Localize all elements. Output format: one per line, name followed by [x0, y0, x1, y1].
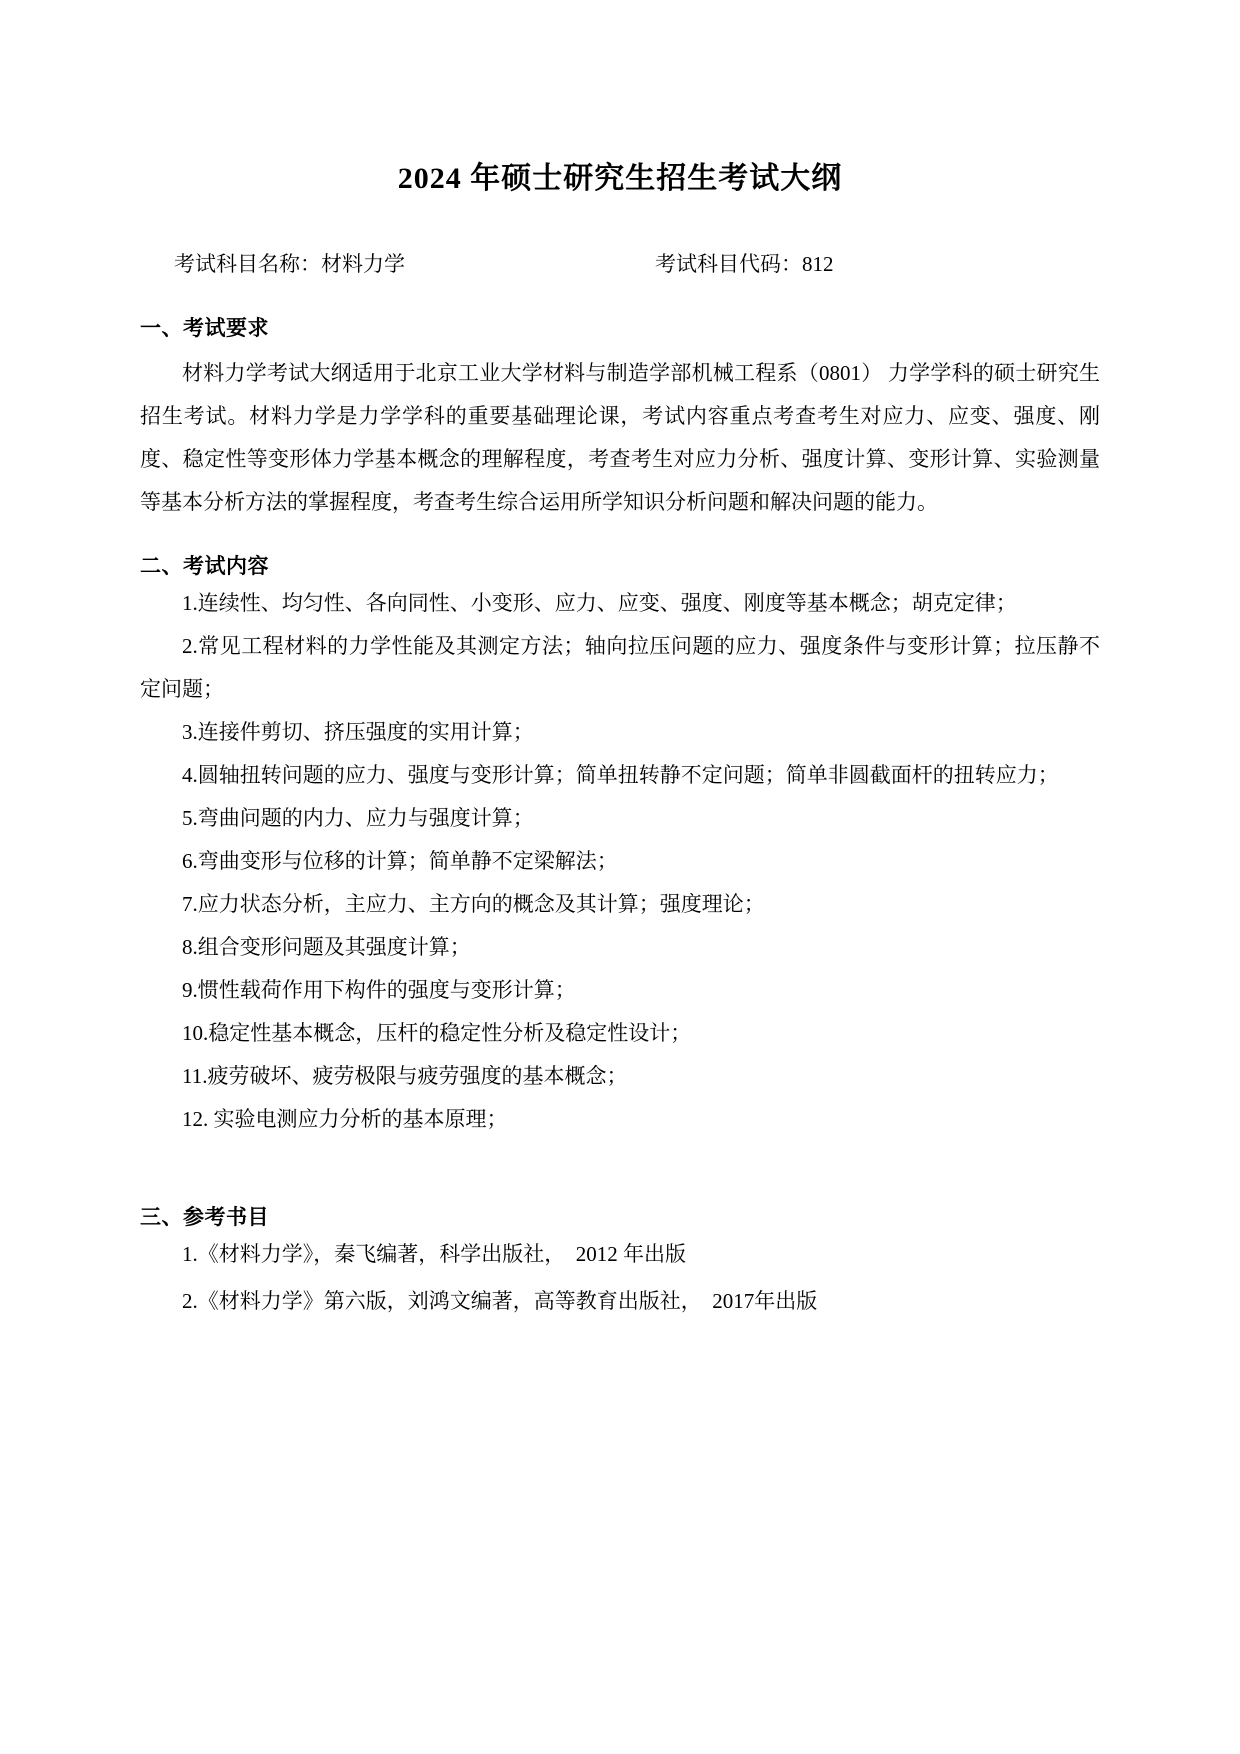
subject-name-label: 考试科目名称： [174, 252, 321, 276]
list-item: 2.常见工程材料的力学性能及其测定方法；轴向拉压问题的应力、强度条件与变形计算；拉压静不定问题； [140, 633, 1100, 701]
list-item: 12. 实验电测应力分析的基本原理； [182, 1107, 508, 1132]
list-item: 4.圆轴扭转问题的应力、强度与变形计算；简单扭转静不定问题；简单非圆截面杆的扭转应力； [182, 762, 1059, 787]
list-item: 10.稳定性基本概念，压杆的稳定性分析及稳定性设计； [182, 1021, 692, 1046]
list-item: 1.《材料力学》，秦飞编著，科学出版社， 2012 年出版 [182, 1242, 686, 1267]
reference-books-list [140, 1231, 1100, 1323]
section-heading-books: 三、参考书目 [140, 1205, 269, 1230]
list-item: 11.疲劳破坏、疲劳极限与疲劳强度的基本概念； [182, 1064, 628, 1089]
subject-name-value: 材料力学 [321, 252, 405, 276]
subject-code-value: 812 [802, 252, 834, 276]
list-item: 6.弯曲变形与位移的计算；简单静不定梁解法； [182, 849, 618, 874]
subject-code-field [655, 248, 834, 282]
list-item: 5.弯曲问题的内力、应力与强度计算； [182, 806, 534, 831]
requirements-paragraph: 材料力学考试大纲适用于北京工业大学材料与制造学部机械工程系（0801） 力学学科的硕士研究生招生考试。材料力学是力学学科的重要基础理论课，考试内容重点考查考生对应力、应变、强度、刚度、稳定性等变形体力学基本概念的理解程度，考查考生对应力分析、强度计算、变形计算、实验测量等基本分析方法的掌握程度，考查考生综合运用所学知识分析问题和解决问题的能力。 [140, 360, 1100, 514]
section-heading-requirements: 一、考试要求 [140, 315, 269, 340]
exam-content-list [140, 582, 1100, 1142]
list-item: 3.连接件剪切、挤压强度的实用计算； [182, 719, 534, 744]
list-item: 8.组合变形问题及其强度计算； [182, 935, 471, 960]
list-item: 9.惯性载荷作用下构件的强度与变形计算； [182, 978, 576, 1003]
subject-code-label: 考试科目代码： [655, 252, 802, 276]
list-item: 7.应力状态分析，主应力、主方向的概念及其计算；强度理论； [182, 892, 765, 917]
subject-row [140, 248, 1100, 282]
list-item: 1.连续性、均匀性、各向同性、小变形、应力、应变、强度、刚度等基本概念；胡克定律； [182, 590, 1017, 615]
subject-name-field [174, 248, 405, 282]
list-item: 2.《材料力学》第六版，刘鸿文编著，高等教育出版社， 2017年出版 [182, 1288, 818, 1313]
section-heading-content: 二、考试内容 [140, 553, 269, 578]
page-title: 2024 年硕士研究生招生考试大纲 [397, 162, 843, 195]
